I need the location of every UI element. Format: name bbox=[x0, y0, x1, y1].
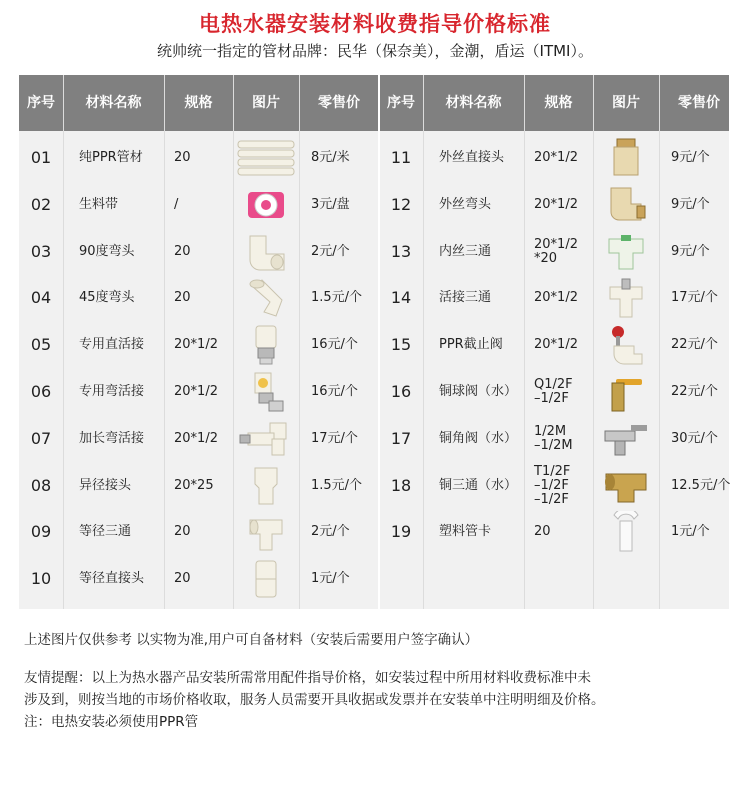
material-name: 活接三通 bbox=[439, 290, 492, 306]
retail-price: 9元/个 bbox=[671, 196, 710, 212]
table-row bbox=[379, 369, 739, 415]
material-spec: 20 bbox=[174, 290, 191, 306]
material-name: 等径直接头 bbox=[79, 571, 145, 587]
column-header: 规格 bbox=[544, 95, 573, 111]
material-spec: 20*1/2 bbox=[174, 384, 218, 399]
elbow-union-icon bbox=[233, 372, 299, 412]
coupling-icon bbox=[233, 559, 299, 599]
tape-icon bbox=[233, 185, 299, 225]
table-row bbox=[379, 135, 739, 181]
retail-price: 9元/个 bbox=[671, 243, 710, 259]
female-thread-tee-icon bbox=[593, 232, 659, 272]
material-name: 铜角阀（水） bbox=[439, 430, 518, 446]
row-number: 01 bbox=[30, 148, 52, 167]
retail-price: 2元/个 bbox=[311, 524, 350, 540]
pipes-icon bbox=[233, 138, 299, 178]
row-number: 07 bbox=[30, 428, 52, 448]
tee-icon bbox=[233, 512, 299, 552]
retail-price: 1元/个 bbox=[311, 571, 350, 587]
column-header: 序号 bbox=[27, 95, 55, 111]
material-name: 45度弯头 bbox=[79, 290, 135, 306]
row-number: 12 bbox=[390, 194, 412, 214]
retail-price: 16元/个 bbox=[311, 337, 358, 353]
table-row bbox=[19, 322, 377, 368]
table-row bbox=[379, 182, 739, 228]
retail-price: 16元/个 bbox=[311, 384, 358, 399]
row-number: 05 bbox=[30, 335, 52, 355]
table-row bbox=[19, 509, 377, 555]
table-header bbox=[19, 75, 729, 131]
table-row bbox=[19, 463, 377, 509]
table-row bbox=[379, 275, 739, 321]
material-name: 外丝直接头 bbox=[439, 150, 505, 165]
column-header: 零售价 bbox=[678, 95, 720, 111]
column-header: 序号 bbox=[387, 95, 415, 111]
table-row bbox=[379, 509, 739, 555]
retail-price: 1.5元/个 bbox=[311, 290, 363, 306]
table-row bbox=[19, 556, 377, 602]
material-name: 生料带 bbox=[79, 196, 119, 212]
table-row bbox=[19, 229, 377, 275]
material-name: 铜球阀（水） bbox=[439, 384, 518, 399]
table-row bbox=[379, 229, 739, 275]
material-spec: 20 bbox=[174, 524, 191, 540]
note-reminder-line2: 涉及到，则按当地的市场价格收取，服务人员需要开具收据或发票并在安装单中注明明细及价格。 bbox=[24, 692, 605, 708]
table-row bbox=[19, 369, 377, 415]
material-name: 纯PPR管材 bbox=[79, 150, 143, 165]
retail-price: 17元/个 bbox=[311, 430, 358, 446]
retail-price: 17元/个 bbox=[671, 290, 718, 306]
material-name: 内丝三通 bbox=[439, 243, 492, 259]
male-thread-elbow-icon bbox=[593, 185, 659, 225]
table-row bbox=[19, 182, 377, 228]
column-header: 零售价 bbox=[318, 95, 360, 111]
material-spec: 20*1/2 bbox=[534, 337, 578, 353]
straight-union-icon bbox=[233, 325, 299, 365]
page-subtitle: 统帅统一指定的管材品牌：民华（保奈美），金潮，盾运（ITMI）。 bbox=[157, 42, 593, 60]
row-number: 16 bbox=[390, 382, 412, 401]
material-spec: 20*25 bbox=[174, 477, 214, 493]
table-row bbox=[19, 135, 377, 181]
elbow-45-icon bbox=[233, 278, 299, 318]
material-name: 铜三通（水） bbox=[439, 477, 518, 493]
material-spec: 20 bbox=[174, 243, 191, 259]
material-spec: T1/2F –1/2F –1/2F bbox=[534, 463, 571, 507]
long-elbow-union-icon bbox=[233, 419, 299, 459]
row-number: 15 bbox=[390, 335, 412, 355]
material-spec: 1/2M –1/2M bbox=[534, 423, 573, 453]
retail-price: 22元/个 bbox=[671, 384, 718, 399]
column-header: 材料名称 bbox=[445, 95, 502, 111]
retail-price: 30元/个 bbox=[671, 430, 718, 446]
material-name: 专用直活接 bbox=[79, 337, 145, 353]
retail-price: 22元/个 bbox=[671, 337, 718, 353]
union-tee-icon bbox=[593, 278, 659, 318]
retail-price: 1.5元/个 bbox=[311, 477, 363, 493]
material-spec: 20*1/2 *20 bbox=[534, 236, 578, 266]
page-title: 电热水器安装材料收费指导价格标准 bbox=[199, 12, 551, 36]
material-name: PPR截止阀 bbox=[439, 337, 503, 353]
brass-tee-icon bbox=[593, 466, 659, 506]
male-thread-coupling-icon bbox=[593, 138, 659, 178]
retail-price: 2元/个 bbox=[311, 243, 350, 259]
row-number: 10 bbox=[30, 569, 52, 589]
column-header: 材料名称 bbox=[85, 95, 142, 111]
material-spec: 20 bbox=[174, 571, 191, 587]
column-header: 图片 bbox=[612, 95, 640, 111]
table-row bbox=[19, 416, 377, 462]
column-header: 规格 bbox=[184, 95, 213, 111]
material-spec: / bbox=[174, 196, 179, 212]
reducer-icon bbox=[233, 466, 299, 506]
material-name: 塑料管卡 bbox=[439, 524, 492, 540]
material-spec: 20 bbox=[174, 150, 191, 165]
row-number: 09 bbox=[30, 522, 52, 542]
material-name: 外丝弯头 bbox=[439, 196, 492, 212]
material-name: 专用弯活接 bbox=[79, 384, 145, 399]
row-number: 14 bbox=[390, 288, 412, 308]
material-spec: 20*1/2 bbox=[174, 337, 218, 353]
note-reminder-line1: 友情提醒：以上为热水器产品安装所需常用配件指导价格，如安装过程中所用材料收费标准中未 bbox=[24, 670, 591, 686]
row-number: 18 bbox=[390, 475, 412, 495]
row-number: 04 bbox=[30, 288, 52, 308]
material-spec: 20*1/2 bbox=[534, 196, 578, 212]
stop-valve-icon bbox=[593, 325, 659, 365]
table-row bbox=[379, 463, 739, 509]
material-spec: 20 bbox=[534, 524, 551, 540]
retail-price: 9元/个 bbox=[671, 150, 710, 165]
angle-valve-icon bbox=[593, 419, 659, 459]
material-name: 等径三通 bbox=[79, 524, 132, 540]
table-row bbox=[379, 416, 739, 462]
elbow-90-icon bbox=[233, 232, 299, 272]
row-number: 17 bbox=[390, 428, 412, 448]
table-row bbox=[19, 275, 377, 321]
table-row bbox=[379, 322, 739, 368]
row-number: 03 bbox=[30, 241, 52, 261]
retail-price: 1元/个 bbox=[671, 524, 710, 540]
row-number: 02 bbox=[30, 194, 52, 214]
note-ppr: 注：电热安装必须使用PPR管 bbox=[24, 714, 199, 730]
price-table bbox=[19, 75, 729, 609]
row-number: 13 bbox=[390, 241, 412, 261]
row-number: 11 bbox=[390, 148, 412, 167]
pipe-clip-icon bbox=[593, 512, 659, 552]
note-reference: 上述图片仅供参考 以实物为准,用户可自备材料（安装后需要用户签字确认） bbox=[24, 632, 479, 648]
row-number: 08 bbox=[30, 475, 52, 495]
material-spec: Q1/2F –1/2F bbox=[534, 377, 573, 406]
material-spec: 20*1/2 bbox=[534, 150, 578, 165]
retail-price: 12.5元/个 bbox=[671, 477, 731, 493]
material-spec: 20*1/2 bbox=[534, 290, 578, 306]
material-name: 加长弯活接 bbox=[79, 430, 145, 446]
material-spec: 20*1/2 bbox=[174, 430, 218, 446]
material-name: 异径接头 bbox=[79, 477, 132, 493]
row-number: 19 bbox=[390, 522, 412, 542]
ball-valve-icon bbox=[593, 372, 659, 412]
row-number: 06 bbox=[30, 382, 52, 401]
material-name: 90度弯头 bbox=[79, 243, 135, 259]
retail-price: 3元/盘 bbox=[311, 196, 350, 212]
column-header: 图片 bbox=[252, 95, 280, 111]
retail-price: 8元/米 bbox=[311, 150, 350, 165]
